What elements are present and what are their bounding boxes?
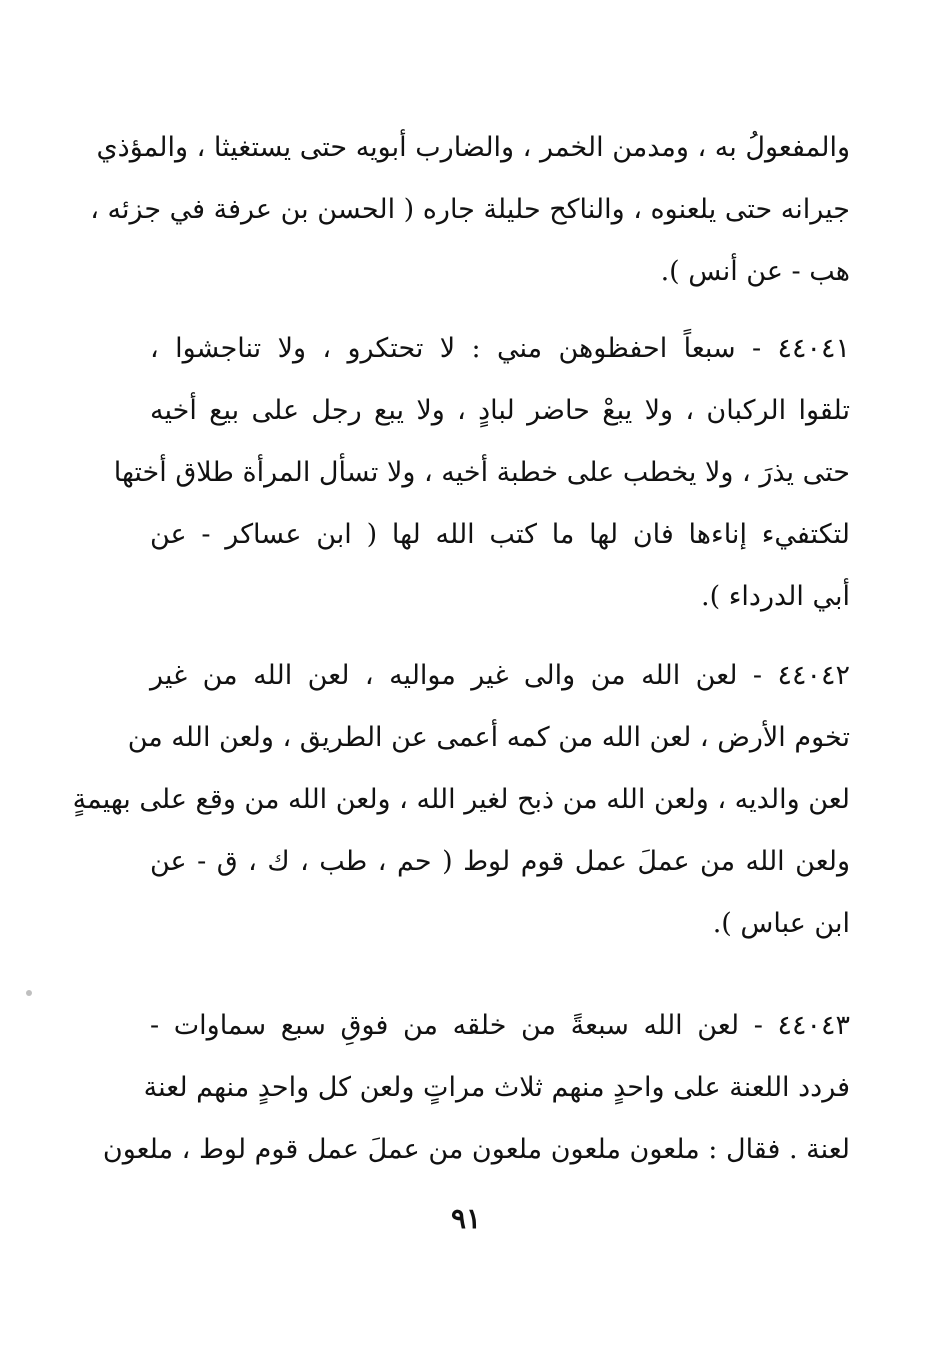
- paragraph-hadith-continuation: [90, 117, 850, 303]
- text-line: جيرانه حتى يلعنوه ، والناكح حليلة جاره ( الحسن بن عرفة في جزئه ،: [90, 194, 850, 225]
- text-line: أبي الدرداء ).: [701, 581, 850, 612]
- page-number: ٩١: [450, 1202, 482, 1235]
- paragraph-hadith-44042: [72, 645, 850, 955]
- text-line: لتكتفيء إناءها فان لها ما كتب الله لها ( ابن عساكر - عن: [150, 519, 850, 550]
- text-line: ولعن الله من عملَ عمل قوم لوط ( حم ، طب ، ك ، ق - عن: [150, 846, 850, 877]
- text-line: والمفعولُ به ، ومدمن الخمر ، والضارب أبويه حتى يستغيثا ، والمؤذي: [96, 132, 850, 163]
- text-line: فردد اللعنة على واحدٍ منهم ثلاث مراتٍ ولعن كل واحدٍ منهم لعنة: [143, 1072, 850, 1103]
- text-line: تخوم الأرض ، لعن الله من كمه أعمى عن الطريق ، ولعن الله من: [127, 722, 850, 753]
- text-line: ٤٤٠٤١ - سبعاً احفظوهن مني : لا تحتكرو ، ولا تناجشوا ،: [150, 333, 850, 364]
- text-line: لعنة . فقال : ملعون ملعون ملعون من عملَ عمل قوم لوط ، ملعون: [102, 1134, 850, 1165]
- text-line: ٤٤٠٤٢ - لعن الله من والى غير مواليه ، لعن الله من غير: [150, 660, 850, 691]
- text-line: هب - عن أنس ).: [660, 256, 850, 287]
- margin-speck: [26, 990, 32, 996]
- text-line: حتى يذرَ ، ولا يخطب على خطبة أخيه ، ولا تسأل المرأة طلاق أختها: [113, 457, 850, 488]
- text-line: لعن والديه ، ولعن الله من ذبح لغير الله ، ولعن الله من وقع على بهيمةٍ: [72, 784, 850, 815]
- paragraph-hadith-44041: [113, 318, 850, 628]
- text-line: تلقوا الركبان ، ولا يبعْ حاضر لبادٍ ، ولا يبع رجل على بيع أخيه: [150, 395, 850, 426]
- text-line: ابن عباس ).: [712, 908, 850, 939]
- paragraph-hadith-44043: [102, 995, 850, 1181]
- text-line: ٤٤٠٤٣ - لعن الله سبعةً من خلقه من فوقِ سبع سماوات -: [150, 1010, 850, 1041]
